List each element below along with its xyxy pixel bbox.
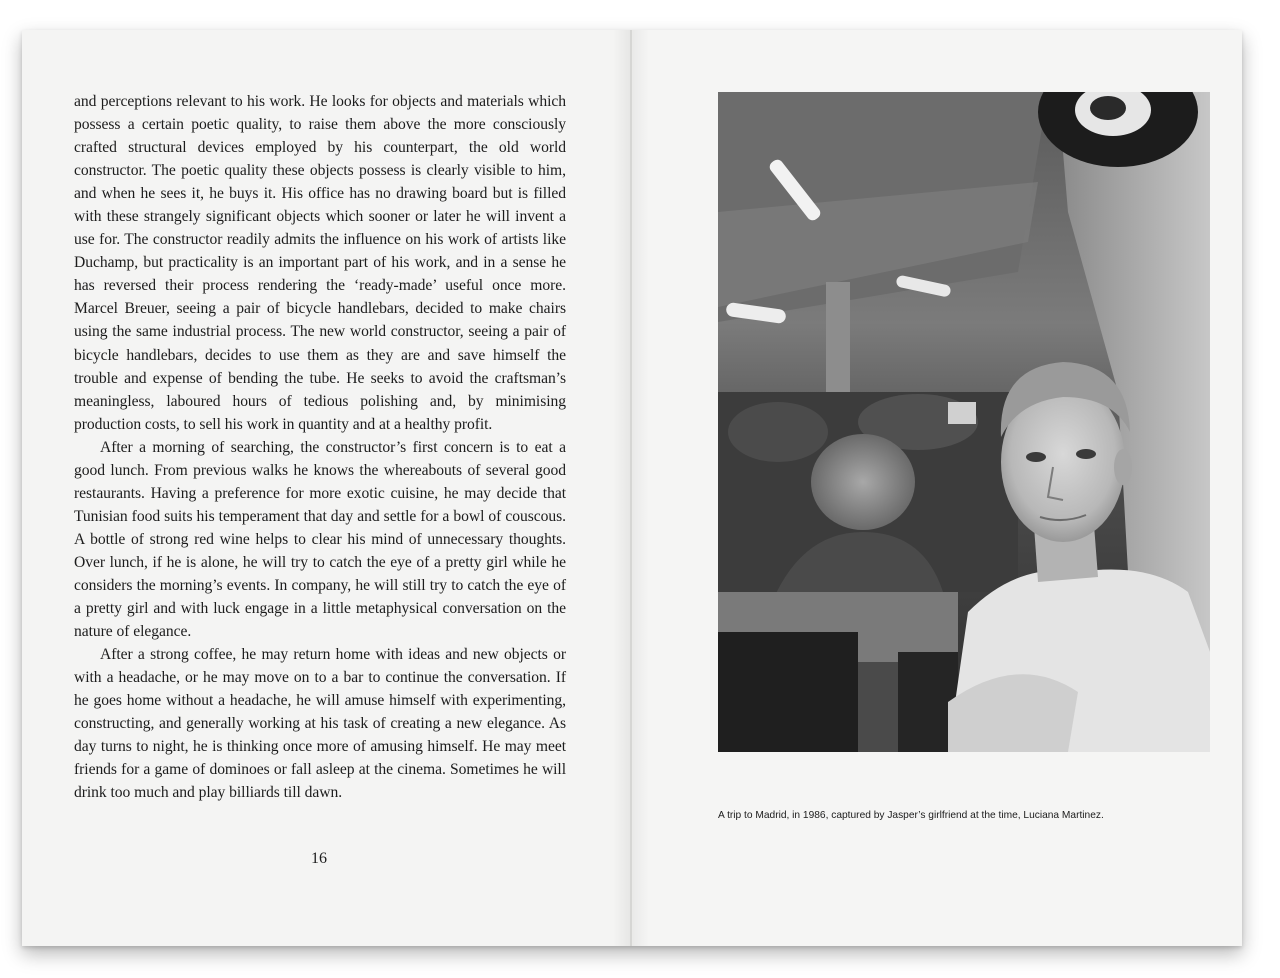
- body-text: [74, 90, 566, 804]
- page-number: 16: [311, 850, 327, 867]
- paragraph: and perceptions relevant to his work. He looks for objects and materials which possess a certain poetic quality, to raise them above the more consciously crafted structural devices employed by his counterpart, the old world constructor. The poetic quality these objects possess is clearly visible to him, and when he sees it, he buys it. His office has no drawing board but is filled with these strangely significant objects which sooner or later he will invent a use for. The constructor readily admits the influence on his work of artists like Duchamp, but practicality is an important part of his work, and in a sense he has reversed their process rendering the ‘ready-made’ useful once more. Marcel Breuer, seeing a pair of bicycle handlebars, decided to make chairs using the same industrial process. The new world constructor, seeing a pair of bicycle handlebars, decides to use them as they are and save himself the trouble and expense of bending the tube. He seeks to avoid the craftsman’s meaningless, laboured hours of tedious polishing and, by minimising production costs, to sell his work in quantity and at a healthy profit.: [74, 93, 566, 433]
- photograph: [718, 92, 1210, 752]
- right-page: [631, 30, 1242, 946]
- paragraph: After a strong coffee, he may return home with ideas and new objects or with a headache, or he may move on to a bar to continue the conversation. If he goes home without a headache, he will amuse himself with experimenting, constructing, and generally working at his task of creating a new elegance. As day turns to night, he is thinking once more of amusing himself. He may meet friends for a game of dominoes or fall asleep at the cinema. Sometimes he will drink too much and play billiards till dawn.: [74, 646, 566, 802]
- left-page: [22, 30, 631, 946]
- paragraph: After a morning of searching, the constructor’s first concern is to eat a good lunch. From previous walks he knows the whereabouts of several good restaurants. Having a preference for more exotic cuisine, he may decide that Tunisian food suits his temperament that day and settle for a bowl of couscous. A bottle of strong red wine helps to clear his mind of unnecessary thoughts. Over lunch, if he is alone, he will try to catch the eye of a pretty girl while he considers the morning’s events. In company, he will still try to catch the eye of a pretty girl and with luck engage in a little metaphysical conversation on the nature of elegance.: [74, 438, 566, 641]
- gutter-shadow: [613, 30, 631, 946]
- gutter-shadow: [631, 30, 649, 946]
- spine-fold: [630, 30, 632, 946]
- photo-caption: A trip to Madrid, in 1986, captured by Jasper’s girlfriend at the time, Luciana Martinez.: [718, 810, 1104, 821]
- book-spread: [22, 30, 1242, 946]
